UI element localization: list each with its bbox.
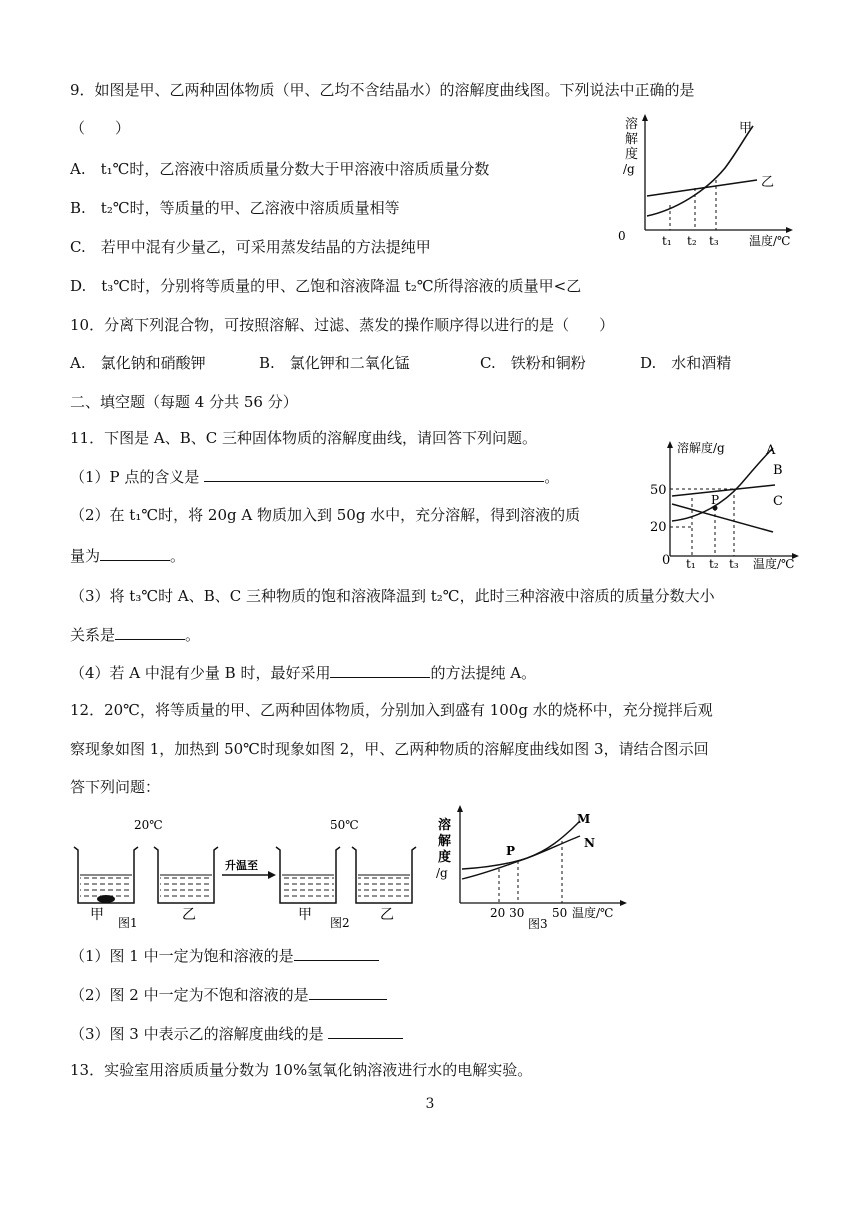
q9-paren: （ ） <box>70 119 131 137</box>
q12-p1-blank[interactable] <box>294 944 379 961</box>
beaker-jia-2 <box>276 847 340 903</box>
q11-ylabel: 溶解度/g <box>677 441 725 455</box>
q11-p3-blank[interactable] <box>115 623 185 640</box>
q11-p4-text: （4）若 A 中混有少量 B 时，最好采用 <box>70 664 331 682</box>
beaker-jia-1 <box>74 847 138 903</box>
q11-part-1 <box>70 465 559 488</box>
q11-label-a: A <box>766 443 776 458</box>
q9-stem: 9．如图是甲、乙两种固体物质（甲、乙均不含结晶水）的溶解度曲线图。下列说法中正确的是 <box>70 81 695 99</box>
q12-xlabel: 温度/℃ <box>572 906 614 920</box>
q12-ylabel-1: 溶 <box>438 818 452 833</box>
q9-tick-t2: t₂ <box>687 234 697 248</box>
q11-p1-text: （1）P 点的含义是 <box>70 468 200 486</box>
q11-p2a: （2）在 t₁℃时，将 20g A 物质加入到 50g 水中，充分溶解，得到溶液的质 <box>70 506 581 524</box>
q12-line-3: 答下列问题： <box>70 778 161 796</box>
q11-solubility-figure <box>645 438 805 572</box>
q10-option-a: A. 氯化钠和硝酸钾 <box>70 354 206 372</box>
q9-solubility-figure <box>615 112 810 250</box>
q13-stem: 13．实验室用溶质质量分数为 10%氢氧化钠溶液进行水的电解实验。 <box>70 1061 533 1079</box>
q11-p2b-text: 量为 <box>70 547 101 565</box>
q12-label-m: M <box>577 812 591 826</box>
q11-label-b: B <box>773 463 783 478</box>
q12-label-yi-1: 乙 <box>182 907 196 923</box>
q9-origin: 0 <box>618 229 626 243</box>
q12-label-jia-2: 甲 <box>298 907 312 923</box>
q12-ylabel-3: 度 <box>438 850 452 865</box>
q11-part-2b <box>70 544 185 567</box>
q12-p1-text: （1）图 1 中一定为饱和溶液的是 <box>70 947 294 965</box>
q9-option-c: C. 若甲中混有少量乙，可采用蒸发结晶的方法提纯甲 <box>70 238 431 256</box>
q11-p1-blank[interactable] <box>204 465 544 482</box>
q10-option-b: B. 氯化钾和二氧化锰 <box>259 354 410 372</box>
q11-y50: 50 <box>650 483 667 498</box>
q11-y20: 20 <box>650 520 667 535</box>
q10-stem: 10．分离下列混合物，可按照溶解、过滤、蒸发的操作顺序得以进行的是（ ） <box>70 316 615 334</box>
q11-p2-blank[interactable] <box>100 544 170 561</box>
q12-p3-blank[interactable] <box>328 1022 403 1039</box>
q9-option-d: D. t₃℃时，分别将等质量的甲、乙饱和溶液降温 t₂℃所得溶液的质量甲<乙 <box>70 277 582 295</box>
q9-option-a: A. t₁℃时，乙溶液中溶质质量分数大于甲溶液中溶质质量分数 <box>70 160 490 178</box>
q12-p2-text: （2）图 2 中一定为不饱和溶液的是 <box>70 986 309 1004</box>
q11-p2b-end: 。 <box>170 547 186 565</box>
q9-ylabel-3: 度 <box>625 147 639 162</box>
q11-curve-a <box>672 448 773 521</box>
q12-label-n: N <box>584 836 595 850</box>
q9-curve-yi <box>647 180 757 196</box>
beaker-yi-1 <box>154 847 218 903</box>
q11-curve-b <box>672 485 775 496</box>
q11-label-c: C <box>773 494 783 509</box>
q12-part-3 <box>70 1022 403 1045</box>
q12-temp-50: 50℃ <box>330 818 359 832</box>
q12-temp-20: 20℃ <box>134 818 163 832</box>
q11-p4-end: 的方法提纯 A。 <box>430 664 537 682</box>
q12-point-label: P <box>506 844 516 858</box>
q11-point-label: P <box>711 493 720 507</box>
q12-fig1-label: 图1 <box>118 916 138 930</box>
q12-p2-blank[interactable] <box>309 983 387 1000</box>
q11-p3a: （3）将 t₃℃时 A、B、C 三种物质的饱和溶液降温到 t₂℃，此时三种溶液中溶质的质量分数大小 <box>70 587 715 605</box>
page-number: 3 <box>425 1096 435 1112</box>
q11-tick-t3: t₃ <box>729 557 739 571</box>
q11-tick-t1: t₁ <box>686 557 696 571</box>
q9-tick-t1: t₁ <box>662 234 672 248</box>
q12-part-2 <box>70 983 387 1006</box>
q12-ylabel-2: 解 <box>438 834 452 849</box>
q12-solubility-figure <box>432 803 632 933</box>
q9-curve-jia <box>647 126 753 216</box>
q12-line-1: 12．20℃，将等质量的甲、乙两种固体物质，分别加入到盛有 100g 水的烧杯中，充分搅拌后观 <box>70 701 713 719</box>
q11-origin: 0 <box>662 553 671 568</box>
q9-ylabel-1: 溶 <box>625 117 639 132</box>
q10-option-d: D. 水和酒精 <box>640 354 732 372</box>
q9-ylabel-4: /g <box>623 162 635 176</box>
q11-p3b-end: 。 <box>185 626 201 644</box>
q12-label-jia-1: 甲 <box>90 907 104 923</box>
q12-part-1 <box>70 944 379 967</box>
q12-ylabel-4: /g <box>436 866 448 880</box>
q9-option-b: B. t₂℃时，等质量的甲、乙溶液中溶质质量相等 <box>70 199 400 217</box>
q12-fig2-label: 图2 <box>330 916 350 930</box>
section-heading: 二、填空题（每题 4 分共 56 分） <box>70 393 298 411</box>
q12-x50: 50 <box>552 906 568 920</box>
q11-xlabel: 温度/℃ <box>753 557 795 571</box>
q10-option-c: C. 铁粉和铜粉 <box>480 354 586 372</box>
q9-label-yi: 乙 <box>761 175 775 190</box>
q12-line-2: 察现象如图 1，加热到 50℃时现象如图 2，甲、乙两种物质的溶解度曲线如图 3，请结合图示回 <box>70 740 709 758</box>
q11-part-3b <box>70 623 200 646</box>
q12-arrow-label: 升温至 <box>225 859 258 872</box>
q11-stem: 11．下图是 A、B、C 三种固体物质的溶解度曲线，请回答下列问题。 <box>70 429 537 447</box>
q9-ylabel-2: 解 <box>625 132 639 147</box>
q9-xlabel: 温度/℃ <box>749 234 791 248</box>
q11-p4-blank[interactable] <box>330 661 430 678</box>
q12-fig3-label: 图3 <box>528 917 548 931</box>
beaker-yi-2 <box>352 847 416 903</box>
q11-tick-t2: t₂ <box>709 557 719 571</box>
q11-p1-end: 。 <box>544 468 560 486</box>
q12-label-yi-2: 乙 <box>380 907 394 923</box>
q12-p3-text: （3）图 3 中表示乙的溶解度曲线的是 <box>70 1025 324 1043</box>
q9-label-jia: 甲 <box>739 121 753 136</box>
undissolved-solid <box>97 895 115 903</box>
q11-part-4 <box>70 661 536 684</box>
q11-p3b-text: 关系是 <box>70 626 116 644</box>
q12-xticks: 20 30 <box>490 906 525 920</box>
q9-tick-t3: t₃ <box>709 234 719 248</box>
q12-beaker-figure <box>68 815 423 930</box>
